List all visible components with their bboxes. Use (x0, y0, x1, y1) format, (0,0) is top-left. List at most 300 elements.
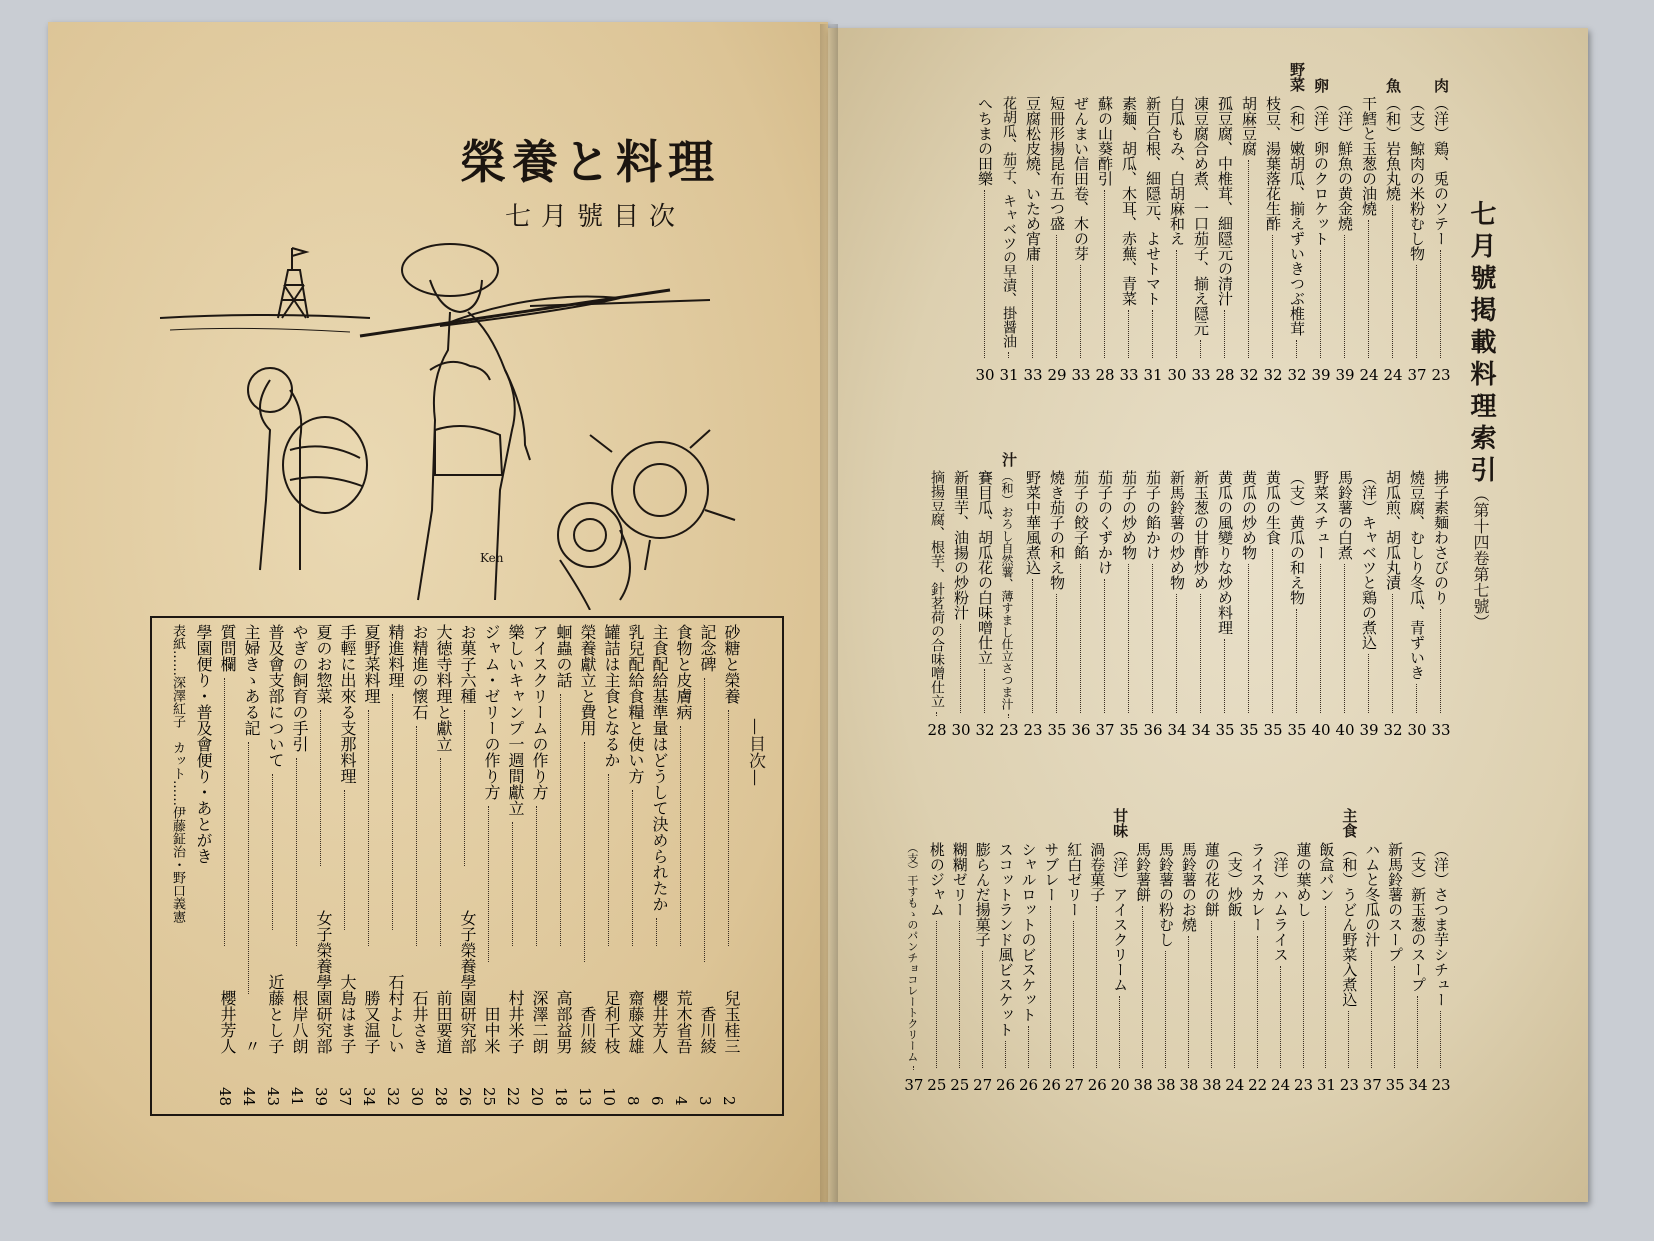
index-entry (1382, 96, 1404, 390)
index-leader (1050, 906, 1051, 1068)
index-category-label: 魚 (1384, 78, 1402, 93)
index-entry-page: 30 (951, 721, 971, 739)
index-entry-page: 23 (1293, 1076, 1314, 1094)
index-entry-page: 30 (1407, 721, 1427, 739)
index-leader (1320, 250, 1321, 358)
index-entry-page: 32 (1287, 366, 1307, 384)
index-entry-page: 35 (1385, 1076, 1405, 1094)
index-entry-title: 馬鈴薯の白煮 (1336, 470, 1354, 560)
toc-leader (392, 694, 393, 930)
index-entry-title: （和）おろし自然薯、薄すまし仕立さつま汁 (1000, 470, 1014, 710)
index-entry-page: 24 (1359, 366, 1379, 384)
index-leader (1257, 936, 1258, 1068)
index-entry-title: 賽目瓜、胡瓜花の白味噌仕立 (976, 470, 994, 665)
index-entry-page: 37 (1362, 1076, 1382, 1094)
index-leader (1119, 996, 1120, 1068)
toc-entry-title: ジャム・ゼリーの作り方 (482, 624, 501, 800)
index-entry (1407, 842, 1429, 1100)
index-entry (1094, 470, 1116, 745)
index-entry-page: 25 (950, 1076, 970, 1094)
toc-leader (248, 742, 249, 994)
index-leader (1104, 579, 1105, 713)
index-entry-title: 渦卷菓子 (1088, 842, 1107, 902)
toc-leader (368, 710, 369, 946)
index-entry-page: 23 (1339, 1076, 1359, 1094)
index-entry-title: （洋）キャベツと鶏の煮込 (1360, 470, 1378, 650)
index-entry-title: 素麺、胡瓜、木耳、赤蕪、青菜 (1120, 96, 1138, 306)
toc-entry-page: 10 (600, 1086, 618, 1106)
index-leader (1417, 996, 1418, 1068)
index-entry-page: 35 (1047, 721, 1067, 739)
index-entry-page: 26 (996, 1076, 1016, 1094)
index-entry-page: 38 (1179, 1076, 1199, 1094)
index-entry (1086, 842, 1108, 1100)
index-entry-page: 30 (1167, 366, 1187, 384)
index-leader (1224, 310, 1225, 358)
index-entry-title: 新百合根、細隠元、よせトマト (1144, 96, 1162, 306)
illustration-signature: Ken (480, 551, 504, 565)
toc-leader (704, 678, 705, 962)
index-category-label: 卵 (1312, 78, 1330, 93)
index-entry-page: 36 (1071, 721, 1091, 739)
index-entry (1406, 470, 1428, 745)
index-entry (1358, 470, 1380, 745)
index-entry (998, 96, 1020, 390)
index-entry-title: 新馬鈴薯の炒め物 (1168, 470, 1186, 590)
index-entry-title: （洋）アイスクリーム (1111, 842, 1130, 992)
index-entry-page: 23 (999, 721, 1019, 739)
index-entry (1238, 96, 1260, 390)
index-leader (1056, 235, 1057, 358)
index-entry-title: 短冊形揚昆布五つ盛 (1048, 96, 1066, 231)
index-entry-page: 27 (1064, 1076, 1084, 1094)
index-volume: （第十四卷第七號） (1471, 486, 1490, 630)
index-entry (1315, 842, 1337, 1100)
index-entry (1166, 96, 1188, 390)
toc-entry (454, 624, 478, 1106)
toc-leader (728, 710, 729, 946)
index-entry-page: 35 (1239, 721, 1259, 739)
toc-entry-title: 普及會支部について (266, 624, 285, 768)
index-entry-title: 凍豆腐合め煮、一口茄子、揃え隠元 (1192, 96, 1210, 336)
index-entry-page: 38 (1133, 1076, 1153, 1094)
index-entry-title: 蓮の葉めし (1294, 842, 1313, 917)
toc-entry-title: 手輕に出來る支那料理 (338, 624, 357, 784)
index-entry-title: （支）鯨肉の米粉むし物 (1408, 96, 1426, 261)
index-entry (950, 470, 972, 745)
index-leader (1152, 310, 1153, 358)
toc-leader (464, 710, 465, 866)
index-entry-title: ライスカレー (1248, 842, 1267, 932)
toc-entry-author: 近藤とし子 (266, 974, 285, 1054)
index-leader (1416, 265, 1417, 358)
index-entry (1142, 470, 1164, 745)
toc-leader (632, 790, 633, 946)
index-entry (974, 470, 996, 745)
index-entry-page: 35 (1287, 721, 1307, 739)
index-leader (960, 624, 961, 713)
index-leader (1176, 250, 1177, 358)
index-leader (1008, 714, 1009, 718)
index-entry (1070, 96, 1092, 390)
toc-entry-page: 4 (672, 1096, 690, 1106)
index-entry (1270, 842, 1292, 1100)
toc-entry-title: 質問欄 (218, 624, 237, 672)
toc-entry-title: 主食配給基準量はどうして決められたか (650, 624, 669, 912)
index-leader (1128, 310, 1129, 358)
toc-entry (526, 624, 550, 1106)
index-entry-page: 33 (1023, 366, 1043, 384)
index-entry (1286, 96, 1308, 390)
index-entry-page: 32 (1263, 366, 1283, 384)
toc-entry-title: 精進料理 (386, 624, 405, 688)
index-entry-title: （支）新玉葱のスープ (1409, 842, 1428, 992)
toc-entry-title: 夏のお惣菜 (314, 624, 333, 704)
index-entry (1361, 842, 1383, 1100)
toc-entry (670, 624, 694, 1106)
index-entry-title: 黄瓜の風變りな炒め料理 (1216, 470, 1234, 635)
toc-leader (680, 726, 681, 946)
index-entry-page: 38 (1202, 1076, 1222, 1094)
index-entry-page: 31 (1143, 366, 1163, 384)
index-leader (1080, 564, 1081, 713)
toc-entry-title: 蛔蟲の話 (554, 624, 573, 688)
index-leader (1344, 564, 1345, 713)
index-entry (1430, 842, 1452, 1100)
index-leader (1344, 235, 1345, 358)
index-entry (1190, 470, 1212, 745)
index-entry (1338, 842, 1360, 1100)
index-leader (1032, 265, 1033, 358)
index-entry-page: 20 (1110, 1076, 1130, 1094)
index-leader (1325, 906, 1326, 1068)
toc-leader (560, 694, 561, 946)
toc-entry-page: 30 (408, 1086, 426, 1106)
index-leader (1280, 966, 1281, 1068)
index-entry (903, 842, 925, 1100)
toc-entry (622, 624, 646, 1106)
toc-entry (574, 624, 598, 1106)
index-entry (1022, 470, 1044, 745)
toc-entry-author: 女子榮養學園研究部 (314, 910, 333, 1054)
index-leader (1303, 921, 1304, 1068)
index-entry-page: 26 (1018, 1076, 1039, 1094)
toc-entry (238, 624, 262, 1106)
toc-entry-page: 2 (720, 1096, 738, 1106)
toc-entry-author: 田中米 (482, 1006, 501, 1054)
index-entry-title: 胡麻豆腐 (1240, 96, 1258, 156)
index-entry-title: 飯盒パン (1317, 842, 1336, 902)
index-entry-page: 32 (1239, 366, 1259, 384)
index-entry-page: 24 (1225, 1076, 1245, 1094)
toc-leader (656, 918, 657, 946)
index-entry-title: 糊糊ゼリー (950, 842, 969, 917)
index-entry-page: 26 (1087, 1076, 1107, 1094)
toc-leader (416, 726, 417, 946)
index-leader (1440, 1011, 1441, 1068)
index-entry-title: 茄子の餡かけ (1144, 470, 1162, 560)
index-leader (1080, 265, 1081, 358)
index-entry-title: 新馬鈴薯のスープ (1386, 842, 1405, 962)
toc-entry-title: 樂しいキャンプ一週間獻立 (506, 624, 525, 816)
index-entry-title: 蓮の花の餅 (1202, 842, 1221, 917)
beach-illustration (150, 240, 750, 610)
index-entry-page: 40 (1335, 721, 1355, 739)
index-entry-title: 新里芋、油揚の炒粉汁 (952, 470, 970, 620)
index-category-label: 汁 (1000, 452, 1018, 467)
index-leader (1248, 564, 1249, 713)
toc-entry (334, 624, 358, 1106)
index-leader (1296, 340, 1297, 358)
index-leader (1296, 609, 1297, 713)
index-entry (1201, 842, 1223, 1100)
index-entry (1310, 470, 1332, 745)
toc-entry (166, 624, 190, 1106)
index-entry-page: 23 (1431, 366, 1451, 384)
toc-entry-page: 8 (624, 1096, 642, 1106)
toc-entry-title: 罐詰は主食となるか (602, 624, 621, 768)
toc-leader (608, 774, 609, 946)
index-entry-page: 23 (1023, 721, 1043, 739)
index-entry (949, 842, 971, 1100)
index-entry (926, 470, 948, 745)
index-entry-page: 37 (1407, 366, 1427, 384)
toc-entry-author: 勝又温子 (362, 990, 381, 1054)
toc-entry (382, 624, 406, 1106)
index-leader (1224, 639, 1225, 713)
index-leader (1188, 936, 1189, 1068)
index-entry (1224, 842, 1246, 1100)
index-entry-title: （支）干すもゝのパンチョコレートクリーム (905, 842, 919, 1062)
index-entry-title: ハムと冬瓜の汁 (1363, 842, 1382, 947)
index-leader (1176, 594, 1177, 713)
index-entry (1046, 96, 1068, 390)
index-entry-title: 野菜中華風煮込 (1024, 470, 1042, 575)
toc-entry-page: 32 (384, 1086, 402, 1106)
index-entry (1247, 842, 1269, 1100)
toc-entry-author: 香川綾 (578, 1006, 597, 1054)
index-entry-title: 花胡瓜、茄子、キャベツの早漬、掛醤油 (1001, 96, 1017, 348)
toc-entry (598, 624, 622, 1106)
index-entry-page: 28 (1095, 366, 1115, 384)
toc-entry (718, 624, 742, 1106)
index-leader (1165, 951, 1166, 1068)
toc-entry (430, 624, 454, 1106)
index-entry-title: 紅白ゼリー (1065, 842, 1084, 917)
index-entry (1063, 842, 1085, 1100)
index-entry (1109, 842, 1131, 1100)
toc-entry (478, 624, 502, 1106)
index-entry-title: （支）黄瓜の和え物 (1288, 470, 1306, 605)
toc-entry-author: 女子榮養學園研究部 (458, 910, 477, 1054)
toc-entry-author: 兒玉桂三 (722, 990, 741, 1054)
index-entry-page: 40 (1311, 721, 1331, 739)
index-leader (1073, 921, 1074, 1068)
index-entry-page: 27 (973, 1076, 993, 1094)
index-entry-page: 35 (1119, 721, 1139, 739)
book-gutter (820, 24, 838, 1202)
index-entry-title: 孤豆腐、中椎茸、細隠元の清汁 (1216, 96, 1234, 306)
toc-entry-author: 香川綾 (698, 1006, 717, 1054)
index-entry-page: 34 (1167, 721, 1187, 739)
index-entry (1238, 470, 1260, 745)
toc-entry (358, 624, 382, 1106)
toc-entry-title: 主婦きゝある記 (242, 624, 261, 736)
toc-entry-title: 夏野菜料理 (362, 624, 381, 704)
toc-entry (214, 624, 238, 1106)
index-entry (1018, 842, 1040, 1100)
index-entry (1094, 96, 1116, 390)
toc-leader (272, 774, 273, 930)
index-entry (1118, 470, 1140, 745)
toc-entry-title: 砂糖と榮養 (722, 624, 741, 704)
index-leader (1272, 549, 1273, 713)
toc-leader (536, 806, 537, 946)
index-entry-title: 豆腐松皮燒、いため宵庸 (1024, 96, 1042, 261)
toc-entry-page: 44 (240, 1086, 258, 1106)
toc-entry-page: 3 (696, 1096, 714, 1106)
toc-entry (190, 624, 214, 1106)
toc-leader (488, 806, 489, 962)
toc-heading: —目次— (745, 718, 765, 786)
toc-entry-author: 櫻井芳人 (218, 990, 237, 1054)
toc-entry (502, 624, 526, 1106)
index-entry-page: 37 (904, 1076, 924, 1094)
index-leader (936, 921, 937, 1068)
toc-entry (550, 624, 574, 1106)
index-entry (1384, 842, 1406, 1100)
index-category-label: 肉 (1432, 78, 1450, 93)
index-entry-title: （和）嫩胡瓜、揃えずいきつぶ椎茸 (1288, 96, 1306, 336)
index-leader (1440, 609, 1441, 713)
index-entry-page: 39 (1335, 366, 1355, 384)
index-entry (1040, 842, 1062, 1100)
index-leader (1368, 654, 1369, 713)
index-leader (1348, 1011, 1349, 1068)
index-entry-title: 馬鈴薯のお燒 (1179, 842, 1198, 932)
index-leader (1392, 205, 1393, 358)
toc-entry-author: 石村よしい (386, 974, 405, 1054)
index-entry-title: 拂子素麺わさびのり (1432, 470, 1450, 605)
index-entry-title: （和）岩魚丸燒 (1384, 96, 1402, 201)
index-entry-page: 34 (1191, 721, 1211, 739)
toc-entry-page: 22 (504, 1086, 522, 1106)
toc-entry-author: 根岸八朗 (290, 990, 309, 1054)
index-entry (1132, 842, 1154, 1100)
index-leader (1392, 594, 1393, 713)
index-leader (1272, 235, 1273, 358)
toc-entry-title: 大徳寺料理と獻立 (434, 624, 453, 752)
index-entry (1286, 470, 1308, 745)
index-leader (1008, 352, 1009, 358)
index-leader (1200, 340, 1201, 358)
index-entry (1178, 842, 1200, 1100)
index-entry (1430, 96, 1452, 390)
toc-entry-page: 26 (456, 1086, 474, 1106)
index-entry (972, 842, 994, 1100)
index-entry-title: 胡瓜煎、胡瓜丸漬 (1384, 470, 1402, 590)
toc-entry-author: 〃 (242, 1038, 261, 1054)
index-leader (1128, 564, 1129, 713)
index-entry-title: （洋）さつま芋シチュー (1432, 842, 1450, 1007)
index-entry-title: 新玉葱の甘酢炒め (1192, 470, 1210, 590)
index-entry-title: 桃のジャム (927, 842, 946, 917)
index-entry-title: 茄子の炒め物 (1120, 470, 1138, 560)
index-entry-title: 燒豆腐、むしり冬瓜、青ずいき (1408, 470, 1426, 680)
index-entry (1046, 470, 1068, 745)
index-leader (1416, 684, 1417, 713)
index-entry-title: （洋）鶏、兎のソテー (1432, 96, 1450, 246)
toc-entry-author: 櫻井芳人 (650, 990, 669, 1054)
index-entry-title: 干鱈と玉葱の油燒 (1360, 96, 1378, 216)
toc-entry-page: 6 (648, 1096, 666, 1106)
index-entry-page: 30 (975, 366, 995, 384)
index-leader (1200, 594, 1201, 713)
toc-leader (224, 678, 225, 946)
index-entry-title: 茄子の餃子餡 (1072, 470, 1090, 560)
index-entry-title: 摘揚豆腐、根芋、針茗荷の合味噌仕立 (929, 470, 945, 708)
index-entry-title: 野菜スチュー (1312, 470, 1330, 560)
index-entry (1310, 96, 1332, 390)
index-entry-title: （和）うどん野菜入煮込 (1340, 842, 1359, 1007)
index-entry (998, 470, 1020, 745)
index-entry (1155, 842, 1177, 1100)
index-entry-title: 馬鈴薯の粉むし (1157, 842, 1175, 947)
index-entry-page: 39 (1311, 366, 1331, 384)
index-entry-page: 26 (1041, 1076, 1061, 1094)
toc-entry-title: 學園便り・普及會便り・あとがき (194, 624, 213, 864)
toc-entry-title: お菓子六種 (458, 624, 477, 704)
index-entry (926, 842, 948, 1100)
index-entry-title: へちまの田樂 (976, 96, 994, 186)
toc-entry-title: 記念碑 (698, 624, 717, 672)
index-entry-page: 33 (1431, 721, 1451, 739)
index-entry-title: 枝豆、湯葉落花生酢 (1264, 96, 1282, 231)
index-entry-page: 28 (1215, 366, 1235, 384)
toc-entry-page: 34 (360, 1086, 378, 1106)
toc-leader (440, 758, 441, 946)
issue-subtitle: 七月號目次 (505, 202, 686, 232)
index-entry-title: 茄子のくずかけ (1096, 470, 1114, 575)
index-entry-page: 32 (1383, 721, 1403, 739)
index-leader (1440, 250, 1441, 358)
index-entry-page: 29 (1047, 366, 1067, 384)
toc-leader (344, 790, 345, 930)
toc-leader (320, 710, 321, 866)
index-entry (1190, 96, 1212, 390)
toc-entry-author: 石井さき (410, 990, 429, 1054)
index-entry-page: 36 (1143, 721, 1163, 739)
toc-entry-title: 榮養獻立と費用 (578, 624, 597, 736)
index-leader (959, 921, 960, 1068)
index-leader (1248, 160, 1249, 358)
index-entry (1142, 96, 1164, 390)
index-title: 七月號掲載料理索引 (1466, 200, 1496, 488)
index-entry-page: 34 (1408, 1076, 1428, 1094)
toc-entry-title: お精進の懷石 (410, 624, 429, 720)
index-entry-page: 33 (1191, 366, 1211, 384)
toc-leader (584, 742, 585, 962)
toc-entry-author: 齋藤文雄 (626, 990, 645, 1054)
index-entry-page: 35 (1215, 721, 1235, 739)
toc-entry-title: 食物と皮膚病 (674, 624, 693, 720)
index-leader (1234, 921, 1235, 1068)
toc-entry-title: アイスクリームの作り方 (530, 624, 549, 800)
index-entry-title: 膨らんだ揚菓子 (973, 842, 992, 947)
index-entry-title: シャルロットのビスケット (1019, 842, 1038, 1022)
index-entry-title: ぜんまい信田卷、木の芽 (1072, 96, 1090, 261)
index-entry (1214, 470, 1236, 745)
